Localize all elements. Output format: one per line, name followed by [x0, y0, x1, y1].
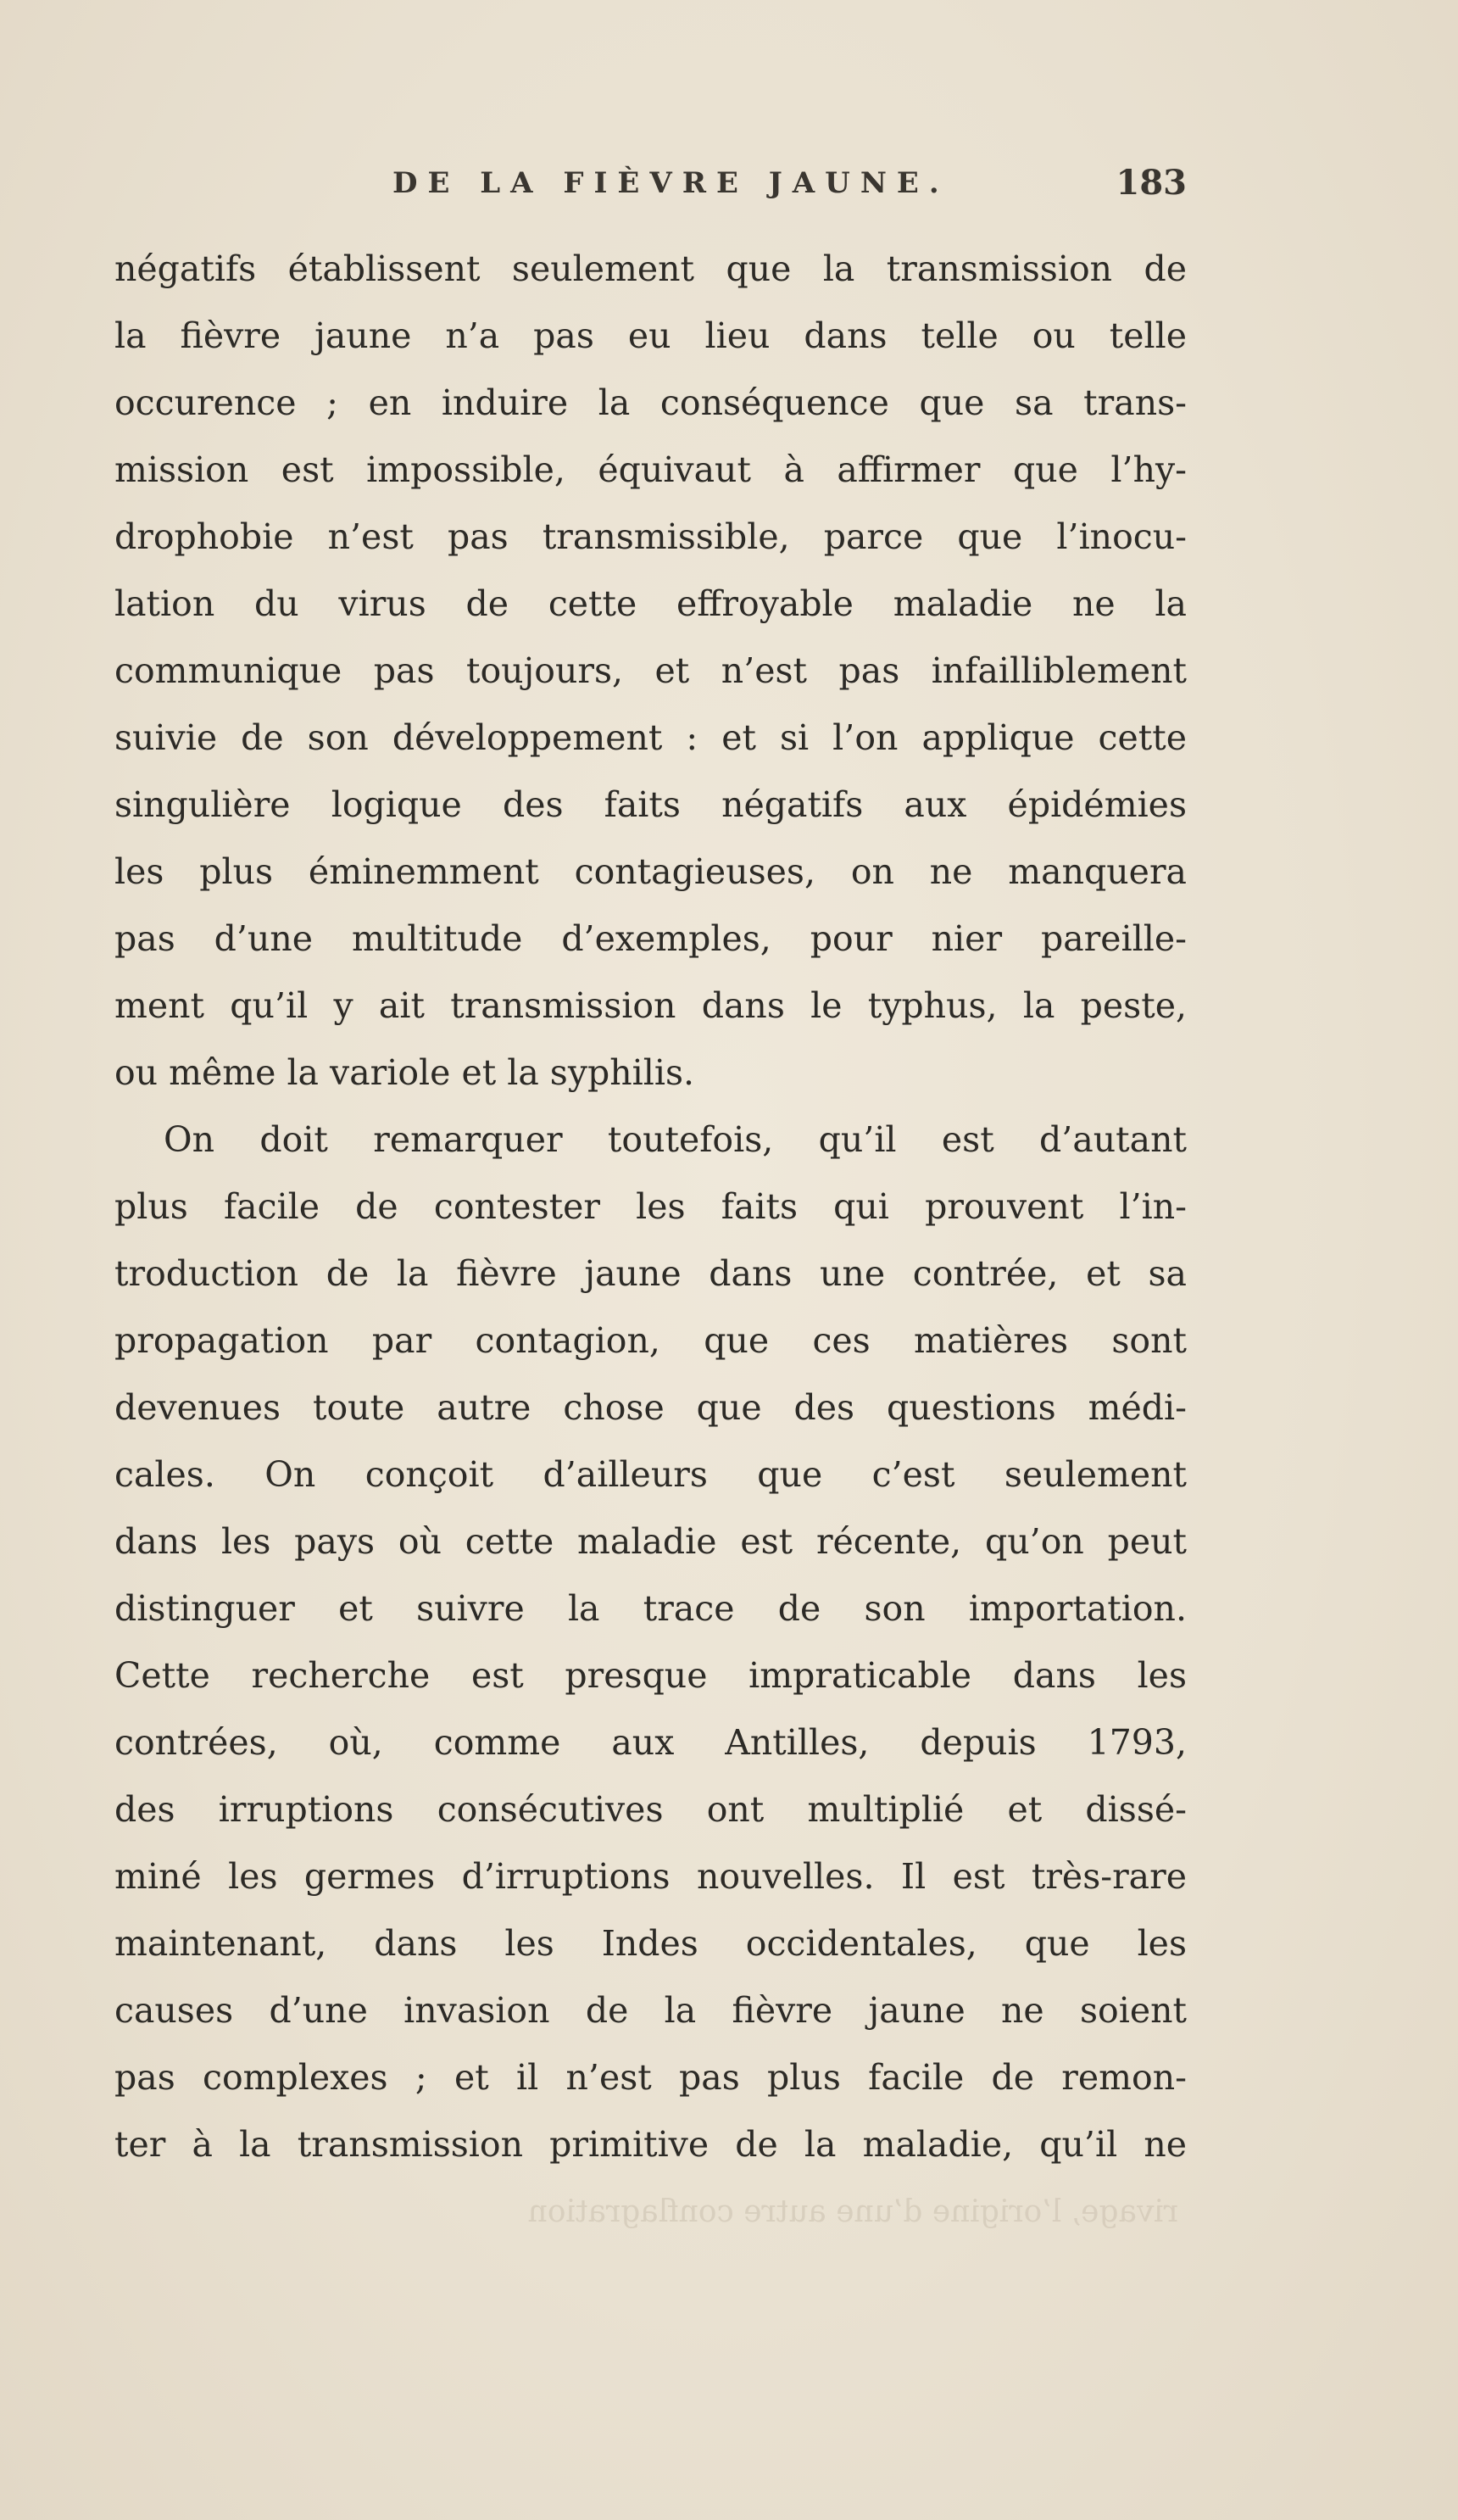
- paragraph-2: [114, 1107, 1187, 2178]
- text-line: négatifs établissent seulement que la transmission de: [114, 248, 1187, 289]
- text-line: causes d’une invasion de la fièvre jaune ne soient: [114, 1990, 1187, 2031]
- text-line: maintenant, dans les Indes occidentales, que les: [114, 1923, 1187, 1964]
- text-line: dans les pays où cette maladie est récente, qu’on peut: [114, 1521, 1187, 1562]
- text-line: ter à la transmission primitive de la maladie, qu’il ne: [114, 2124, 1187, 2165]
- running-head: DE LA FIÈVRE JAUNE.: [392, 166, 949, 200]
- text-line: pas complexes ; et il n’est pas plus facile de remon-: [114, 2057, 1187, 2098]
- paragraph-1: [114, 236, 1187, 1107]
- text-line: miné les germes d’irruptions nouvelles. Il est très-rare: [114, 1856, 1187, 1897]
- text-line: propagation par contagion, que ces matières sont: [114, 1320, 1187, 1361]
- text-line: pas d’une multitude d’exemples, pour nier pareille-: [114, 918, 1187, 959]
- text-line: communique pas toujours, et n’est pas infailliblement: [114, 650, 1187, 691]
- text-line: occurence ; en induire la conséquence que sa trans-: [114, 382, 1187, 423]
- text-line: mission est impossible, équivaut à affirmer que l’hy-: [114, 449, 1187, 490]
- page-header: [114, 163, 1187, 217]
- body-text: [114, 236, 1187, 2178]
- text-line: plus facile de contester les faits qui prouvent l’in-: [114, 1186, 1187, 1227]
- page-number: 183: [1116, 163, 1187, 203]
- text-line: suivie de son développement : et si l’on applique cette: [114, 717, 1187, 758]
- text-line: Cette recherche est presque impraticable dans les: [114, 1655, 1187, 1696]
- text-line: cales. On conçoit d’ailleurs que c’est seulement: [114, 1454, 1187, 1495]
- text-line: drophobie n’est pas transmissible, parce que l’inocu-: [114, 516, 1187, 557]
- bleed-through-text: rivage, l’origine d’une autre conflagration: [527, 2194, 1178, 2229]
- text-line: contrées, où, comme aux Antilles, depuis 1793,: [114, 1722, 1187, 1763]
- text-line: troduction de la fièvre jaune dans une contrée, et sa: [114, 1253, 1187, 1294]
- text-line: lation du virus de cette effroyable maladie ne la: [114, 583, 1187, 624]
- text-line: ou même la variole et la syphilis.: [114, 1052, 695, 1093]
- text-line: devenues toute autre chose que des questions médi-: [114, 1387, 1187, 1428]
- text-line: ment qu’il y ait transmission dans le typhus, la peste,: [114, 985, 1187, 1026]
- text-line: singulière logique des faits négatifs aux épidémies: [114, 784, 1187, 825]
- text-line: la fièvre jaune n’a pas eu lieu dans telle ou telle: [114, 315, 1187, 356]
- text-line: les plus éminemment contagieuses, on ne manquera: [114, 851, 1187, 892]
- text-line: On doit remarquer toutefois, qu’il est d’autant: [164, 1119, 1187, 1160]
- text-line: distinguer et suivre la trace de son importation.: [114, 1588, 1187, 1629]
- text-line: des irruptions consécutives ont multiplié et dissé-: [114, 1789, 1187, 1830]
